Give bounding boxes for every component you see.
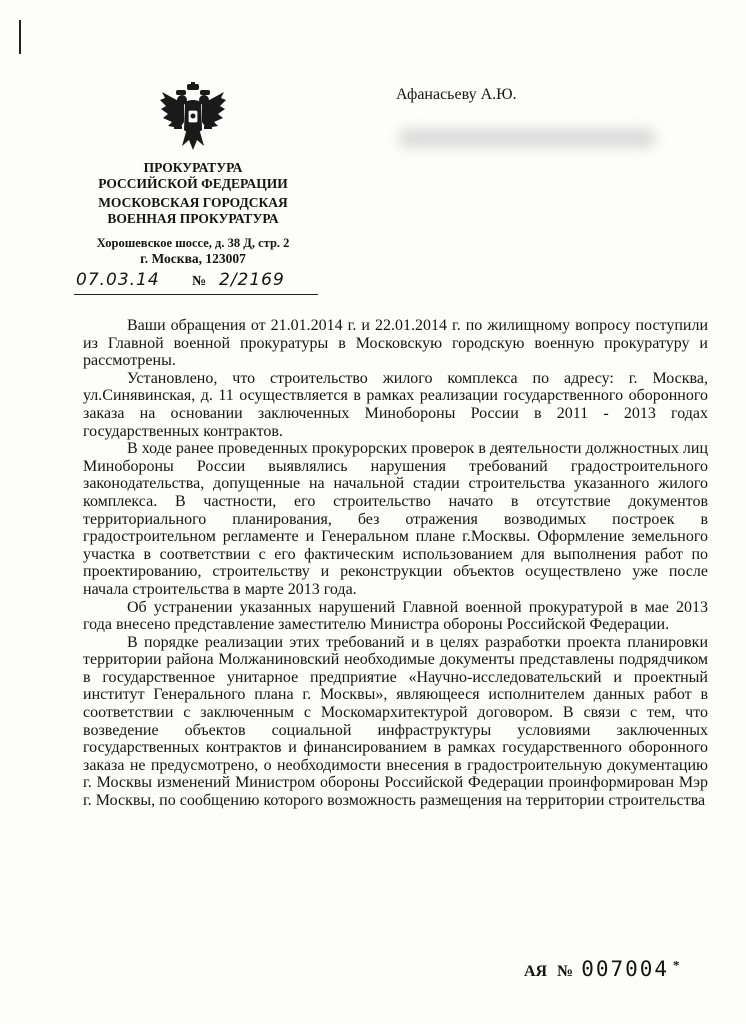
- agency-line: ВОЕННАЯ ПРОКУРАТУРА: [107, 210, 279, 226]
- registration-number-label: №: [192, 274, 207, 289]
- paragraph: В ходе ранее проведенных прокурорских проверок в деятельности должностных лиц Минобороны России выявлялись нарушения требований градостроительного законодательства, допущенные на начальной стадии строительства указанного жилого комплекса. В частности, его строительство начато в отсутствие документов территориального планирования, без отражения возводимых построек в градостроительном регламенте и Генеральном плане г.Москвы. Оформление земельного участка в соответствии с его фактическим использованием для выполнения работ по проектированию, строительству и реконструкции объектов осуществлено уже после начала строительства в марте 2013 года.: [83, 440, 708, 598]
- form-serial: [524, 957, 680, 981]
- registration-line: [74, 270, 318, 295]
- agency-header: [88, 160, 298, 267]
- paragraph: В порядке реализации этих требований и в целях разработки проекта планировки территории района Молжаниновский необходимые документы представлены подрядчиком в государственное унитарное предприятие «Научно-исследовательский и проектный институт Генерального плана г. Москвы», являющееся исполнителем данных работ в соответствии с заключенным с Москомархитектурой договором. В связи с тем, что возведение объектов социальной инфраструктуры условиями заключенных государственных контрактов и финансированием в рамках государственного оборонного заказа не предусмотрено, о необходимости внесения в градостроительную документацию г. Москвы изменений Министром обороны Российской Федерации проинформирован Мэр г. Москвы, по сообщению которого возможность размещения на территории строительства: [83, 633, 708, 810]
- paragraph: Об устранении указанных нарушений Главной военной прокуратурой в мае 2013 года внесено представление заместителю Министра обороны Российской Федерации.: [83, 598, 708, 634]
- serial-number: 007004: [581, 957, 670, 981]
- coat-of-arms-icon: [158, 82, 228, 154]
- agency-line: ПРОКУРАТУРА: [143, 160, 243, 175]
- agency-line: МОСКОВСКАЯ ГОРОДСКАЯ: [98, 195, 288, 210]
- serial-number-label: №: [557, 963, 574, 980]
- paragraph: Ваши обращения от 21.01.2014 г. и 22.01.2014 г. по жилищному вопросу поступили из Главной военной прокуратуры в Московскую городскую военную прокуратуру и рассмотрены.: [83, 317, 708, 370]
- registration-number: 2/2169: [219, 270, 285, 290]
- agency-city: г. Москва, 123007: [140, 251, 246, 266]
- agency-address: Хорошевское шоссе, д. 38 Д, стр. 2: [96, 236, 290, 250]
- serial-mark: *: [673, 957, 680, 973]
- letter-body: [83, 317, 708, 810]
- registration-date: 07.03.14: [76, 270, 160, 290]
- serial-series: АЯ: [524, 963, 548, 980]
- paragraph: Установлено, что строительство жилого комплекса по адресу: г. Москва, ул.Синявинская, д. 11 осуществляется в рамках реализации государственного оборонного заказа на основании заключенных Минобороны России в 2011 - 2013 годах государственных контрактов.: [83, 369, 708, 440]
- agency-line: РОССИЙСКОЙ ФЕДЕРАЦИИ: [98, 175, 288, 191]
- margin-mark: [19, 20, 21, 54]
- addressee: Афанасьеву А.Ю.: [396, 86, 517, 103]
- redacted-address: [398, 128, 656, 148]
